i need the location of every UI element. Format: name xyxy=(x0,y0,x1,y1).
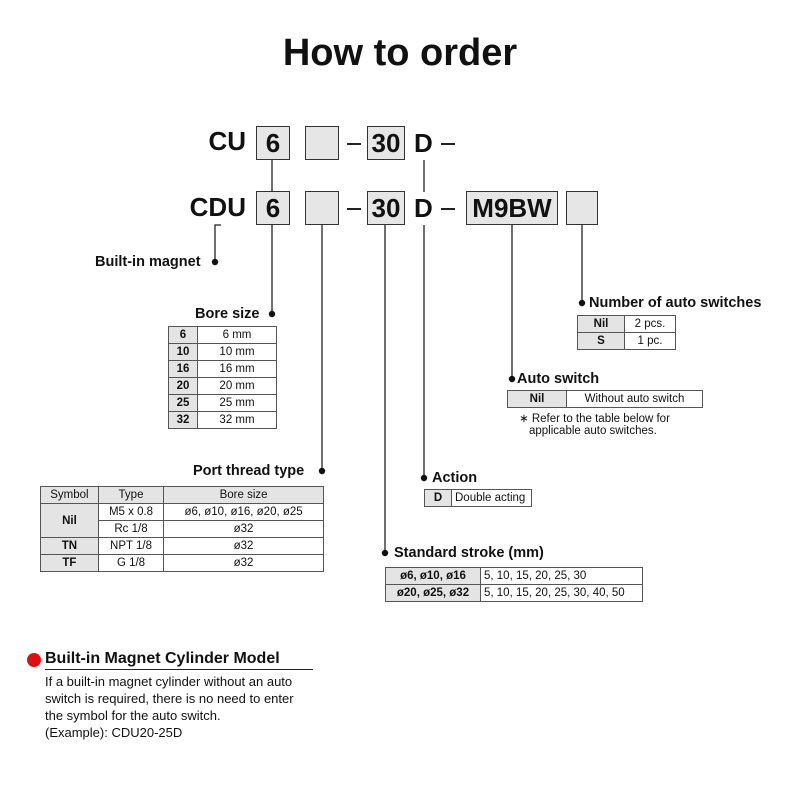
table-row: TF G 1/8 ø32 xyxy=(41,555,324,572)
table-row: 16 16 mm xyxy=(169,361,277,378)
table-row: 20 20 mm xyxy=(169,378,277,395)
bore-code-box-1: 6 xyxy=(256,126,290,160)
table-row: 25 25 mm xyxy=(169,395,277,412)
red-bullet-icon xyxy=(27,653,41,667)
footer-line-2: switch is required, there is no need to enter xyxy=(45,691,294,706)
stroke-table xyxy=(385,567,643,602)
auto-switch-label: Auto switch xyxy=(517,371,600,387)
bore-code-box-2: 6 xyxy=(256,191,290,225)
port-code-box-1 xyxy=(305,126,339,160)
bore-size-table xyxy=(168,326,277,429)
table-row: Nil M5 x 0.8 ø6, ø10, ø16, ø20, ø25 xyxy=(41,504,324,521)
stroke-code-box-2: 30 xyxy=(367,191,405,225)
table-row: S 1 pc. xyxy=(578,333,676,350)
stroke-code-box-1: 30 xyxy=(367,126,405,160)
built-in-magnet-label: Built-in magnet xyxy=(95,254,201,270)
table-row: TN NPT 1/8 ø32 xyxy=(41,538,324,555)
footer-heading: Built-in Magnet Cylinder Model xyxy=(45,650,313,670)
dash xyxy=(347,143,361,145)
table-row: Rc 1/8 ø32 xyxy=(41,521,324,538)
table-header-row: Symbol Type Bore size xyxy=(41,487,324,504)
auto-switch-table xyxy=(507,390,703,408)
table-row: D Double acting xyxy=(425,490,532,507)
action-code-2: D xyxy=(414,193,433,223)
port-thread-label: Port thread type xyxy=(193,463,305,479)
page-title: How to order xyxy=(282,32,518,74)
switch-count-box xyxy=(566,191,598,225)
cu-prefix: CU xyxy=(208,126,246,156)
action-code-1: D xyxy=(414,128,433,158)
dash xyxy=(441,208,455,210)
port-code-box-2 xyxy=(305,191,339,225)
auto-switch-note-2: applicable auto switches. xyxy=(529,425,657,437)
bore-size-label: Bore size xyxy=(195,306,260,322)
dash xyxy=(441,143,455,145)
cdu-prefix: CDU xyxy=(189,192,246,222)
footer-line-1: If a built-in magnet cylinder without an auto xyxy=(45,674,293,689)
dash xyxy=(347,208,361,210)
table-row: Nil Without auto switch xyxy=(508,391,703,408)
num-switches-label: Number of auto switches xyxy=(589,295,762,311)
table-row: ø20, ø25, ø32 5, 10, 15, 20, 25, 30, 40, 50 xyxy=(386,585,643,602)
port-thread-table xyxy=(40,486,324,572)
footer-line-3: the symbol for the auto switch. xyxy=(45,708,221,723)
footer-line-4: (Example): CDU20-25D xyxy=(45,725,183,740)
action-label: Action xyxy=(432,470,478,486)
table-row: Nil 2 pcs. xyxy=(578,316,676,333)
auto-switch-note: ∗ Refer to the table below for xyxy=(519,413,670,425)
table-row: 32 32 mm xyxy=(169,412,277,429)
switch-code-box: M9BW xyxy=(466,191,558,225)
stroke-label: Standard stroke (mm) xyxy=(394,545,544,561)
table-row: ø6, ø10, ø16 5, 10, 15, 20, 25, 30 xyxy=(386,568,643,585)
switch-count-table xyxy=(577,315,676,350)
action-table xyxy=(424,489,532,507)
table-row: 6 6 mm xyxy=(169,327,277,344)
table-row: 10 10 mm xyxy=(169,344,277,361)
